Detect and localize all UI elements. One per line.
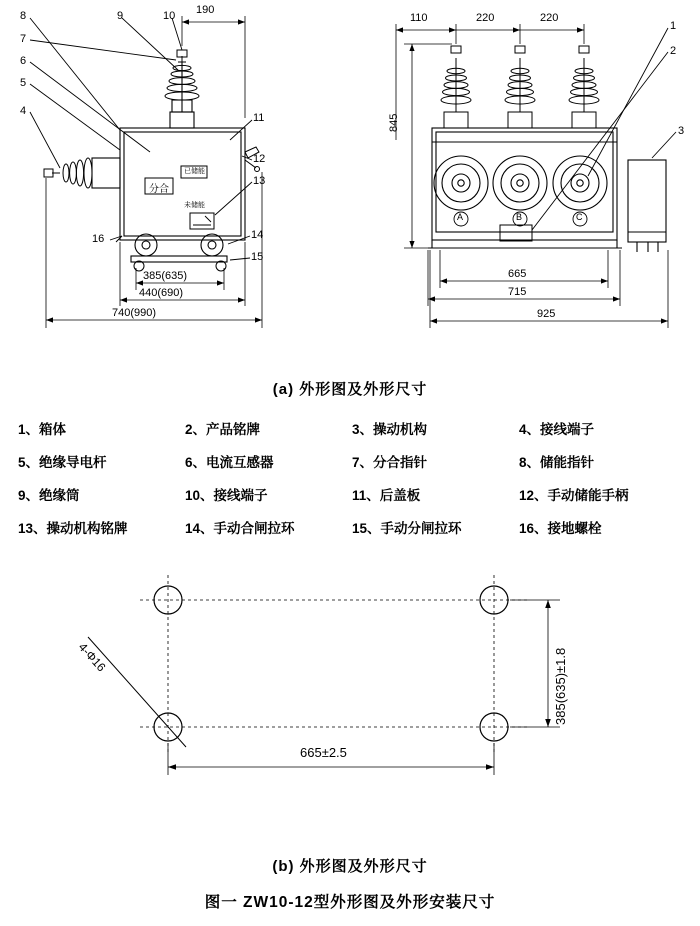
dim-845: 845 — [388, 113, 400, 132]
callout-5: 5 — [20, 77, 27, 89]
dim-740: 740(990) — [112, 307, 157, 319]
legend-item-12: 12、手动储能手柄 — [519, 488, 629, 503]
callout-14: 14 — [251, 229, 264, 241]
caption-b: (b) 外形图及外形尺寸 — [272, 858, 428, 875]
legend-row — [18, 517, 686, 537]
legend-item-15: 15、手动分闸拉环 — [352, 521, 462, 536]
callout-7: 7 — [20, 33, 27, 45]
callout-12: 12 — [253, 153, 266, 165]
callout-11: 11 — [253, 112, 265, 124]
outline-drawing-view-a — [0, 0, 700, 350]
legend-item-4: 4、接线端子 — [519, 422, 595, 437]
dim-385-plan: 385(635)±1.8 — [553, 647, 568, 725]
callout-16: 16 — [92, 233, 105, 245]
callout-13: 13 — [253, 175, 266, 187]
caption-a: (a) 外形图及外形尺寸 — [272, 381, 428, 398]
callout-4: 4 — [20, 105, 27, 117]
dim-385: 385(635) — [143, 270, 188, 282]
legend-item-2: 2、产品铭牌 — [185, 422, 261, 437]
dim-190: 190 — [196, 4, 215, 16]
legend-item-14: 14、手动合闸拉环 — [185, 521, 295, 536]
legend-list — [18, 418, 686, 550]
legend-item-7: 7、分合指针 — [352, 455, 428, 470]
legend-item-9: 9、绝缘筒 — [18, 488, 80, 503]
legend-row — [18, 451, 686, 471]
callout-3: 3 — [678, 125, 685, 137]
legend-item-5: 5、绝缘导电杆 — [18, 455, 107, 470]
label-stored-energy: 已储能 — [184, 168, 205, 175]
legend-row — [18, 484, 686, 504]
callout-8: 8 — [20, 10, 27, 22]
callout-9: 9 — [117, 10, 124, 22]
figure-title: 图一 ZW10-12型外形图及外形安装尺寸 — [204, 894, 496, 911]
callout-2: 2 — [670, 45, 677, 57]
dim-665: 665 — [508, 268, 527, 280]
dim-665-plan: 665±2.5 — [300, 745, 347, 760]
label-not-stored-energy: 未储能 — [184, 202, 205, 209]
legend-item-8: 8、储能指针 — [519, 455, 595, 470]
dim-440: 440(690) — [139, 287, 184, 299]
legend-item-11: 11、后盖板 — [352, 488, 421, 503]
legend-item-3: 3、操动机构 — [352, 422, 428, 437]
legend-item-6: 6、电流互感器 — [185, 455, 274, 470]
legend-item-13: 13、操动机构铭牌 — [18, 521, 128, 536]
legend-item-10: 10、接线端子 — [185, 488, 268, 503]
callout-6: 6 — [20, 55, 27, 67]
front-body-box — [120, 128, 245, 240]
dim-110: 110 — [410, 12, 428, 24]
dim-220-2: 220 — [540, 12, 559, 24]
dim-220-1: 220 — [476, 12, 495, 24]
mechanism-box — [628, 160, 666, 242]
dim-925: 925 — [537, 308, 556, 320]
mounting-plan-drawing — [0, 555, 700, 855]
phase-label-b: B — [516, 212, 523, 222]
callout-1: 1 — [670, 20, 677, 32]
label-open-close: 分合 — [149, 184, 169, 195]
callout-15: 15 — [251, 251, 264, 263]
legend-row — [18, 418, 686, 438]
dim-715: 715 — [508, 286, 527, 298]
legend-item-1: 1、箱体 — [18, 422, 67, 437]
hole-spec-label: 4-Φ16 — [75, 640, 109, 675]
phase-label-a: A — [457, 212, 464, 222]
callout-10: 10 — [163, 10, 176, 22]
legend-item-16: 16、接地螺栓 — [519, 521, 602, 536]
phase-label-c: C — [576, 212, 583, 222]
